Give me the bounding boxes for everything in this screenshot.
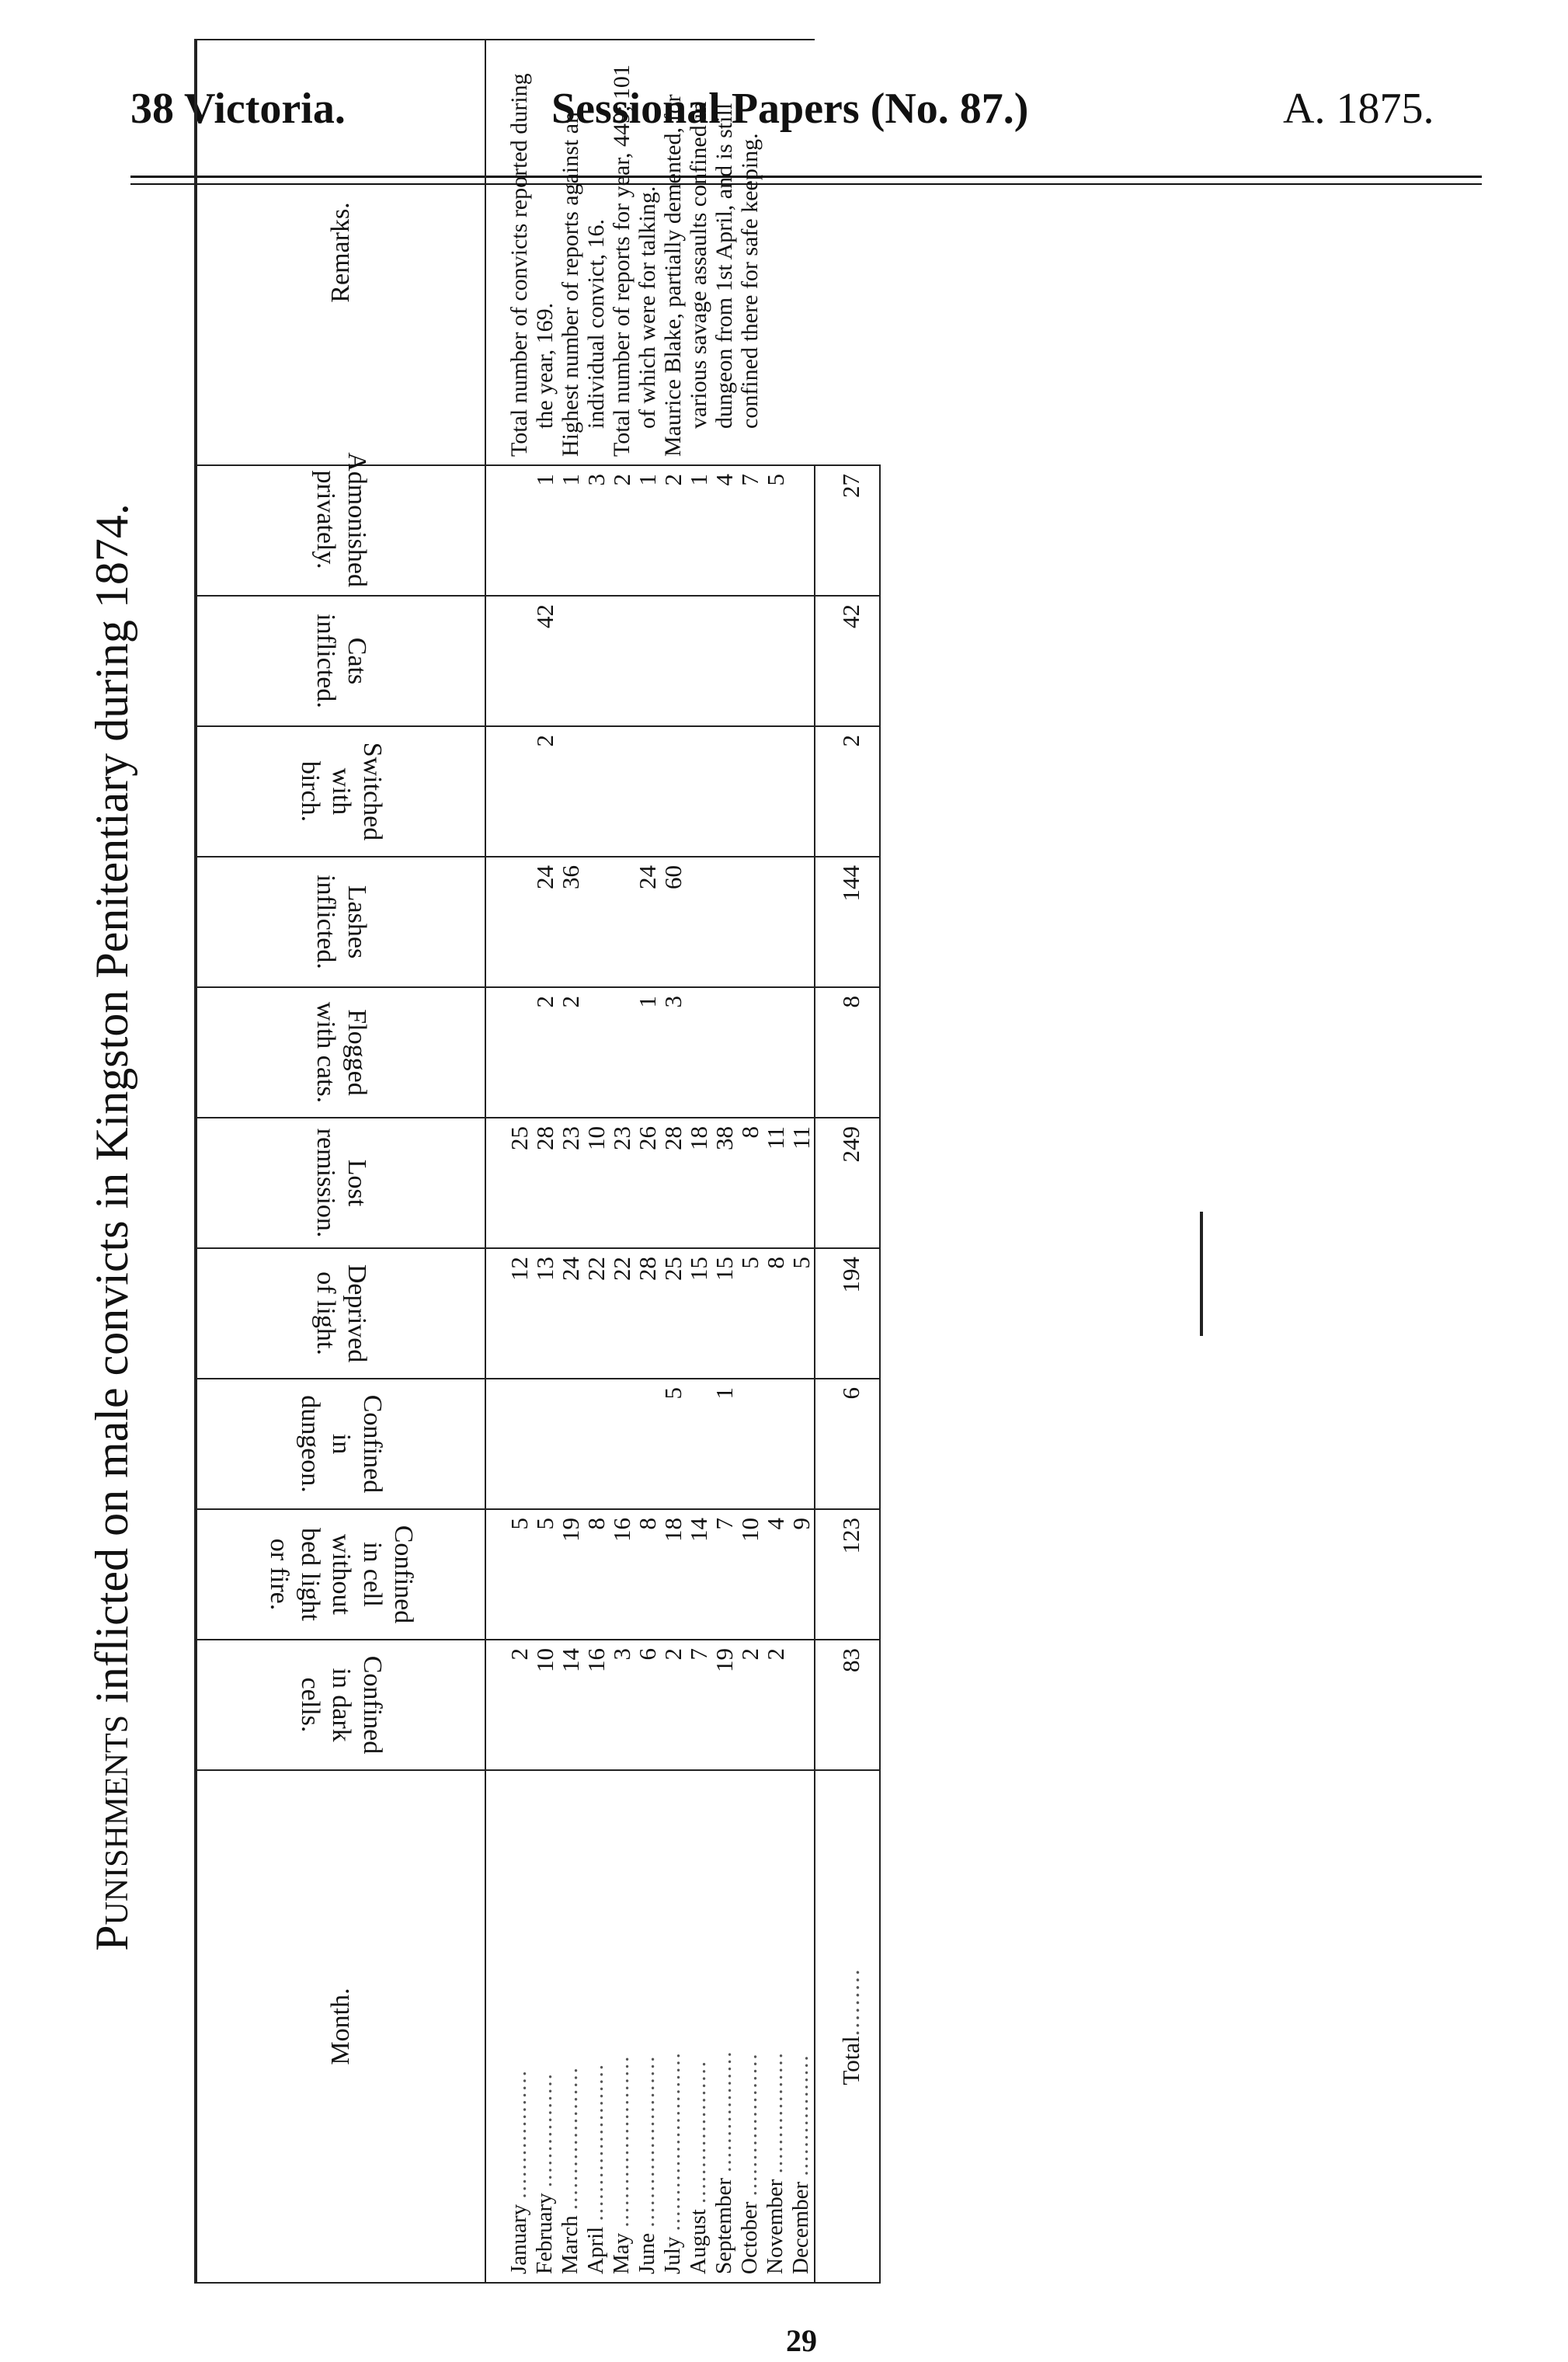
value-cell: 5 xyxy=(660,1379,686,1509)
total-cell: 8 xyxy=(815,987,880,1118)
value-cell: 16 xyxy=(609,1509,635,1640)
value-cell xyxy=(711,987,737,1118)
value-cell: 16 xyxy=(583,1640,609,1770)
value-cell: 1 xyxy=(686,465,711,596)
value-cell: 60 xyxy=(660,857,686,987)
title-rest: inflicted on male convicts in Kingston Penitentiary during 1874. xyxy=(86,503,137,1715)
value-cell xyxy=(788,465,815,596)
value-cell xyxy=(737,857,763,987)
col-header-dark-cells: Confined in dark cells. xyxy=(196,1640,485,1770)
total-cell: 83 xyxy=(815,1640,880,1770)
month-cell: November ................. xyxy=(763,1770,788,2283)
value-cell: 38 xyxy=(711,1118,737,1248)
remark-2: Highest number of reports against an individual convict, 16. xyxy=(558,111,609,457)
remark-4: Maurice Blake, partially demented, for various savage assaults confined in dungeon from 1st April, and is still confined there for safe keeping. xyxy=(660,94,763,457)
header-row xyxy=(196,40,485,2283)
value-cell xyxy=(485,596,532,726)
value-cell: 25 xyxy=(660,1248,686,1379)
col-header-cats-inflicted: Cats inflicted. xyxy=(196,596,485,726)
value-cell: 11 xyxy=(788,1118,815,1248)
punishments-table xyxy=(194,39,881,2284)
value-cell: 5 xyxy=(485,1509,532,1640)
value-cell: 19 xyxy=(711,1640,737,1770)
value-cell: 1 xyxy=(532,465,558,596)
month-cell: October .................... xyxy=(737,1770,763,2283)
col-header-remarks: Remarks. xyxy=(196,40,485,465)
total-cell: 144 xyxy=(815,857,880,987)
remark-1: Total number of convicts reported during the year, 169. xyxy=(506,73,558,457)
value-cell xyxy=(686,596,711,726)
month-cell: May ........................ xyxy=(609,1770,635,2283)
value-cell xyxy=(609,1379,635,1509)
value-cell: 18 xyxy=(660,1509,686,1640)
value-cell xyxy=(485,987,532,1118)
value-cell: 14 xyxy=(558,1640,583,1770)
value-cell: 42 xyxy=(532,596,558,726)
month-cell: August .................... xyxy=(686,1770,711,2283)
value-cell xyxy=(558,596,583,726)
value-cell: 18 xyxy=(686,1118,711,1248)
value-cell xyxy=(788,1379,815,1509)
value-cell: 23 xyxy=(609,1118,635,1248)
value-cell: 12 xyxy=(485,1248,532,1379)
value-cell xyxy=(788,857,815,987)
value-cell xyxy=(485,465,532,596)
value-cell: 3 xyxy=(609,1640,635,1770)
value-cell xyxy=(763,987,788,1118)
margin-mark xyxy=(1200,1212,1203,1336)
value-cell xyxy=(583,1379,609,1509)
total-cell: 2 xyxy=(815,726,880,857)
value-cell xyxy=(711,596,737,726)
value-cell: 3 xyxy=(583,465,609,596)
value-cell xyxy=(558,1379,583,1509)
col-header-dungeon: Confined in dungeon. xyxy=(196,1379,485,1509)
value-cell: 22 xyxy=(609,1248,635,1379)
value-cell xyxy=(532,1379,558,1509)
value-cell: 10 xyxy=(532,1640,558,1770)
value-cell: 8 xyxy=(763,1248,788,1379)
value-cell xyxy=(711,857,737,987)
header-center: Sessional Papers (No. 87.) xyxy=(551,85,1029,133)
value-cell xyxy=(635,726,660,857)
value-cell xyxy=(737,596,763,726)
value-cell xyxy=(609,596,635,726)
value-cell: 3 xyxy=(660,987,686,1118)
value-cell: 24 xyxy=(635,857,660,987)
table-row xyxy=(485,40,532,2283)
value-cell xyxy=(686,857,711,987)
value-cell: 4 xyxy=(763,1509,788,1640)
page-number: 29 xyxy=(786,2323,817,2358)
value-cell: 7 xyxy=(737,465,763,596)
value-cell xyxy=(635,1379,660,1509)
total-cell: 194 xyxy=(815,1248,880,1379)
value-cell xyxy=(737,726,763,857)
value-cell xyxy=(788,596,815,726)
remark-3: Total number of reports for year, 449; 101 of which were for talking. xyxy=(609,64,660,457)
month-cell: April ...................... xyxy=(583,1770,609,2283)
header-right: A. 1875. xyxy=(1283,85,1434,133)
value-cell xyxy=(609,987,635,1118)
value-cell: 4 xyxy=(711,465,737,596)
value-cell: 28 xyxy=(532,1118,558,1248)
value-cell xyxy=(763,726,788,857)
value-cell: 2 xyxy=(660,465,686,596)
month-cell: March .................... xyxy=(558,1770,583,2283)
month-cell: December ................. xyxy=(788,1770,815,2283)
value-cell: 8 xyxy=(583,1509,609,1640)
value-cell: 1 xyxy=(635,987,660,1118)
value-cell xyxy=(763,596,788,726)
value-cell xyxy=(788,1640,815,1770)
col-header-month: Month. xyxy=(196,1770,485,2283)
value-cell: 2 xyxy=(763,1640,788,1770)
col-header-deprived-of-light: Deprived of light. xyxy=(196,1248,485,1379)
header-left: 38 Victoria. xyxy=(130,85,346,133)
value-cell: 14 xyxy=(686,1509,711,1640)
value-cell: 9 xyxy=(788,1509,815,1640)
value-cell xyxy=(485,726,532,857)
total-remarks-blank xyxy=(815,40,880,465)
month-cell: June ........................ xyxy=(635,1770,660,2283)
value-cell: 8 xyxy=(635,1509,660,1640)
value-cell: 1 xyxy=(558,465,583,596)
col-header-cell-without-bed: Confined in cell without bed light or fire. xyxy=(196,1509,485,1640)
total-label: Total......... xyxy=(815,1770,880,2283)
value-cell xyxy=(583,596,609,726)
value-cell xyxy=(660,596,686,726)
value-cell: 2 xyxy=(737,1640,763,1770)
value-cell: 5 xyxy=(788,1248,815,1379)
value-cell xyxy=(711,726,737,857)
value-cell: 2 xyxy=(609,465,635,596)
value-cell xyxy=(558,726,583,857)
value-cell: 26 xyxy=(635,1118,660,1248)
total-cell: 42 xyxy=(815,596,880,726)
value-cell xyxy=(609,726,635,857)
value-cell: 36 xyxy=(558,857,583,987)
table-title xyxy=(85,140,139,2315)
value-cell xyxy=(763,1379,788,1509)
value-cell xyxy=(788,726,815,857)
month-cell: January .................. xyxy=(485,1770,532,2283)
value-cell: 7 xyxy=(711,1509,737,1640)
value-cell: 2 xyxy=(532,987,558,1118)
value-cell: 24 xyxy=(532,857,558,987)
value-cell: 23 xyxy=(558,1118,583,1248)
value-cell: 2 xyxy=(558,987,583,1118)
title-lead: Punishments xyxy=(86,1714,137,1951)
col-header-switched-with-birch: Switched with birch. xyxy=(196,726,485,857)
total-row xyxy=(815,40,880,2283)
value-cell: 13 xyxy=(532,1248,558,1379)
month-cell: July ......................... xyxy=(660,1770,686,2283)
value-cell: 1 xyxy=(635,465,660,596)
value-cell xyxy=(485,1379,532,1509)
col-header-lashes-inflicted: Lashes inflicted. xyxy=(196,857,485,987)
value-cell xyxy=(583,726,609,857)
value-cell: 24 xyxy=(558,1248,583,1379)
value-cell xyxy=(763,857,788,987)
remarks-cell xyxy=(485,40,815,465)
col-header-admonished-privately: Admonished privately. xyxy=(196,465,485,596)
value-cell: 25 xyxy=(485,1118,532,1248)
value-cell: 1 xyxy=(711,1379,737,1509)
value-cell xyxy=(737,1379,763,1509)
total-cell: 123 xyxy=(815,1509,880,1640)
value-cell: 2 xyxy=(532,726,558,857)
value-cell: 28 xyxy=(635,1248,660,1379)
value-cell xyxy=(788,987,815,1118)
total-cell: 249 xyxy=(815,1118,880,1248)
value-cell: 5 xyxy=(763,465,788,596)
value-cell: 19 xyxy=(558,1509,583,1640)
value-cell xyxy=(583,987,609,1118)
value-cell xyxy=(485,857,532,987)
value-cell xyxy=(609,857,635,987)
value-cell: 28 xyxy=(660,1118,686,1248)
value-cell xyxy=(583,857,609,987)
value-cell xyxy=(660,726,686,857)
value-cell: 5 xyxy=(532,1509,558,1640)
col-header-flogged-with-cats: Flogged with cats. xyxy=(196,987,485,1118)
value-cell xyxy=(686,1379,711,1509)
value-cell: 11 xyxy=(763,1118,788,1248)
value-cell: 22 xyxy=(583,1248,609,1379)
value-cell xyxy=(686,726,711,857)
value-cell: 2 xyxy=(660,1640,686,1770)
value-cell xyxy=(686,987,711,1118)
value-cell: 5 xyxy=(737,1248,763,1379)
month-cell: September ................. xyxy=(711,1770,737,2283)
value-cell: 15 xyxy=(686,1248,711,1379)
total-cell: 27 xyxy=(815,465,880,596)
value-cell xyxy=(737,987,763,1118)
value-cell: 10 xyxy=(737,1509,763,1640)
value-cell: 15 xyxy=(711,1248,737,1379)
total-cell: 6 xyxy=(815,1379,880,1509)
value-cell: 10 xyxy=(583,1118,609,1248)
value-cell: 2 xyxy=(485,1640,532,1770)
value-cell: 6 xyxy=(635,1640,660,1770)
value-cell: 7 xyxy=(686,1640,711,1770)
month-cell: February ................ xyxy=(532,1770,558,2283)
value-cell: 8 xyxy=(737,1118,763,1248)
value-cell xyxy=(635,596,660,726)
col-header-lost-remission: Lost remission. xyxy=(196,1118,485,1248)
